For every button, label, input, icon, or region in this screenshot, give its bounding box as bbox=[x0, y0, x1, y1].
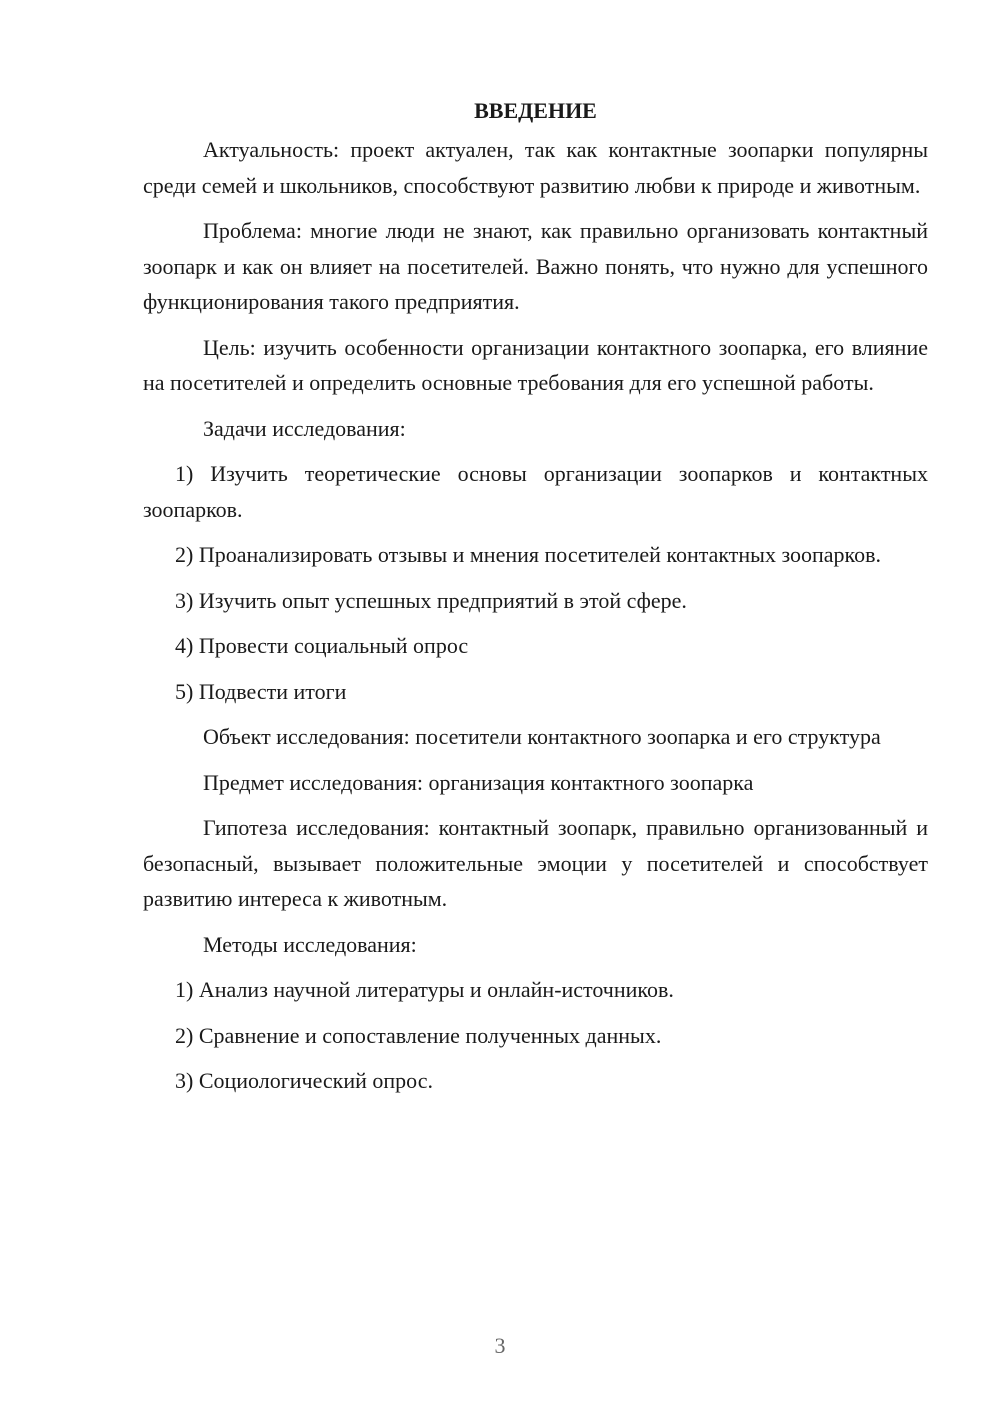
paragraph-subject: Предмет исследования: организация контактного зоопарка bbox=[203, 769, 754, 795]
paragraph-hypothesis: Гипотеза исследования: контактный зоопарк, правильно организованный и безопасный, вызывает положительные эмоции у посетителей и способствует развитию интереса к животным. bbox=[143, 815, 928, 911]
paragraph-actuality: Актуальность: проект актуален, так как контактные зоопарки популярны среди семей и школьников, способствуют развитию любви к природе и животным. bbox=[143, 137, 928, 198]
task-item-5: 5) Подвести итоги bbox=[175, 678, 347, 704]
paragraph-goal: Цель: изучить особенности организации контактного зоопарка, его влияние на посетителей и определить основные требования для его успешной работы. bbox=[143, 334, 928, 395]
page-content bbox=[143, 96, 928, 1109]
method-item-1: 1) Анализ научной литературы и онлайн-источников. bbox=[175, 977, 674, 1002]
method-item-2: 2) Сравнение и сопоставление полученных данных. bbox=[175, 1022, 662, 1048]
tasks-heading: Задачи исследования: bbox=[203, 415, 406, 441]
section-heading: ВВЕДЕНИЕ bbox=[474, 98, 597, 123]
paragraph-problem: Проблема: многие люди не знают, как правильно организовать контактный зоопарк и как он влияет на посетителей. Важно понять, что нужно для успешного функционирования такого предприятия. bbox=[143, 218, 928, 314]
methods-heading: Методы исследования: bbox=[203, 931, 417, 957]
paragraph-object: Объект исследования: посетители контактного зоопарка и его структура bbox=[203, 724, 881, 749]
task-item-1: 1) Изучить теоретические основы организации зоопарков и контактных зоопарков. bbox=[143, 461, 928, 522]
task-item-4: 4) Провести социальный опрос bbox=[175, 633, 469, 658]
method-item-3: 3) Социологический опрос. bbox=[175, 1068, 433, 1093]
page-number: 3 bbox=[494, 1333, 506, 1358]
task-item-3: 3) Изучить опыт успешных предприятий в этой сфере. bbox=[175, 587, 687, 613]
task-item-2: 2) Проанализировать отзывы и мнения посетителей контактных зоопарков. bbox=[175, 542, 882, 567]
